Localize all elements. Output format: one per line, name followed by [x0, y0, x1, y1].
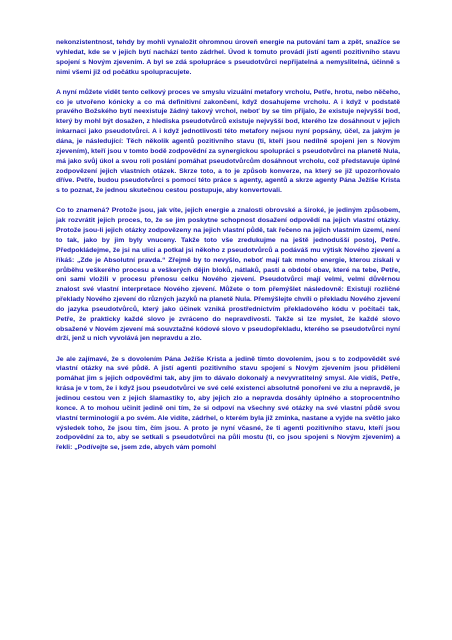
paragraph: Je ale zajímavé, že s dovolením Pána Ježíše Krista a jedině tímto dovolením, jsou s to zodpovědět své vlastní otázky na své půdě. A jistí agenti pozitivního stavu spojení s Novým zjevením jsou přiděleni pomáhat jim s jejich odpověďmi tak, aby jim to dávalo dokonalý a nevyvratitelný smysl. Ale vidíš, Petře, krása je v tom, že i když jsou pseudotvůrci ve své celé existenci absolutně ponořeni ve zlu a nepravdě, je jedinou cestou ven z jejich šlamastiky to, aby jejich zlo a nepravda dosáhly úplného a stoprocentního konce. A to mohou učinit jedině oni tím, že si odpoví na všechny své otázky na své vlastní půdě svou vlastní terminologií a po svém. Ale vidíte, zádrhel, o kterém byla již zmínka, nastane a vyjde na světlo jako výsledek toho, že jsou tím, čím jsou. A proto je nyní včasné, že ti agenti pozitivního stavu, kteří jsou zodpovědní za to, aby se setkali s pseudotvůrci na půli mostu (ti, co jsou spojeni s Novým zjevením) a řekli: „Podívejte se, jsem zde, abych vám pomohl — [56, 355, 400, 452]
paragraph: nekonzistentnost, tehdy by mohli vynaložit ohromnou úroveň energie na putování tam a zpět, snažíce se vyhledat, kde se v jejich bytí nachází tento zádrhel. Úvod k tomuto provádí jistí agenti pozitivního stavu spojení s Novým zjevením. A byl se zdá spolupráce s pseudotvůrci nepřijatelná a nemyslitelná, účinně s nimi všemi již od počátku spolupracujete. — [56, 39, 400, 76]
paragraph: Co to znamená? Protože jsou, jak víte, jejich energie a znalosti obrovské a široké, je jediným způsobem, jak rozvrátit jejich proces, to, že se jim poskytne schopnost dosažení odpovědí na jejich vlastní otázky. Protože jsou-li jejich otázky zodpovězeny na jejich vlastní půdě, tak řečeno na jejich vlastním území, není to tak, jako by jim byly vnuceny. Takže toto vše zredukujme na ještě jednodušší postoj, Petře. Předpokládejme, že jsi na ulici a potkal jsi někoho z pseudotvůrců a podáváš mu výtisk Nového zjevení a říkáš: „Zde je Absolutní pravda.“ Zřejmě by to nevyšlo, neboť mají tak mnoho energie, kterou získali v průběhu veškerého procesu a veškerých dějin bloků, nátlaků, pastí a období obav, které na tebe, Petře, oni sami vložili v procesu přenosu celku Nového zjevení. Pseudotvůrci mají velmi, velmi důvěrnou znalost své vlastní interpretace Nového zjevení. Můžete o tom přemýšlet následovně: Existují rozličné překlady Nového zjevení do různých jazyků na planetě Nula. Přemýšlejte chvíli o překladu Nového zjevení do jazyka pseudotvůrců, který jako účinek vzniká prostřednictvím překladového kódu v počítači tak, Petře, že prakticky každé slovo je zvráceno do nepravdivosti. Takže si lze myslet, že každé slovo obsažené v Novém zjevení má souvztažné kódové slovo v pseudopřekladu, kterého se pseudotvůrci nyní drží, jenž u nich vyvolává jen nepravdu a zlo. — [56, 207, 400, 343]
paragraph: A nyní můžete vidět tento celkový proces ve smyslu vizuální metafory vrcholu, Petře, hrotu, nebo něčeho, co je utvořeno kónicky a co má definitivní zakončení, když dosahujeme vrcholu. A i když v podstatě pravého Božského bytí neexistuje žádný takový vrchol, neboť by se tím přijalo, že existuje nejvyšší bod, který by mohl být dosažen, z hlediska pseudotvůrců existuje nejvyšší bod, kterého lze dosáhnout v jejich inkarnaci jako pseudotvůrci. A i když jednotlivosti této metafory nejsou nyní popsány, účel, za jakým je dána, je následující: Těch několik agentů pozitivního stavu (ti, kteří jsou nedílně spojeni jen s Novým zjevením), kteří jsou v tomto bodě zodpovědní za synergickou spolupráci s pseudotvůrci na planetě Nula, má jako svůj úkol a svou roli poslání pomáhat pseudotvůrcům dosáhnout vrcholu, což představuje úplné zodpovězení jejich vlastních otázek. Skrze toto, a to je způsob konverze, na který se již upozorňovalo dříve. Petře, budou pseudotvůrci s pomocí této práce s agenty, agentů a skrze agenty Pána Ježíše Krista s to poznat, že jednou skutečnou cestou postupuje, aby konvertovali. — [56, 88, 400, 195]
document-body — [56, 38, 400, 463]
